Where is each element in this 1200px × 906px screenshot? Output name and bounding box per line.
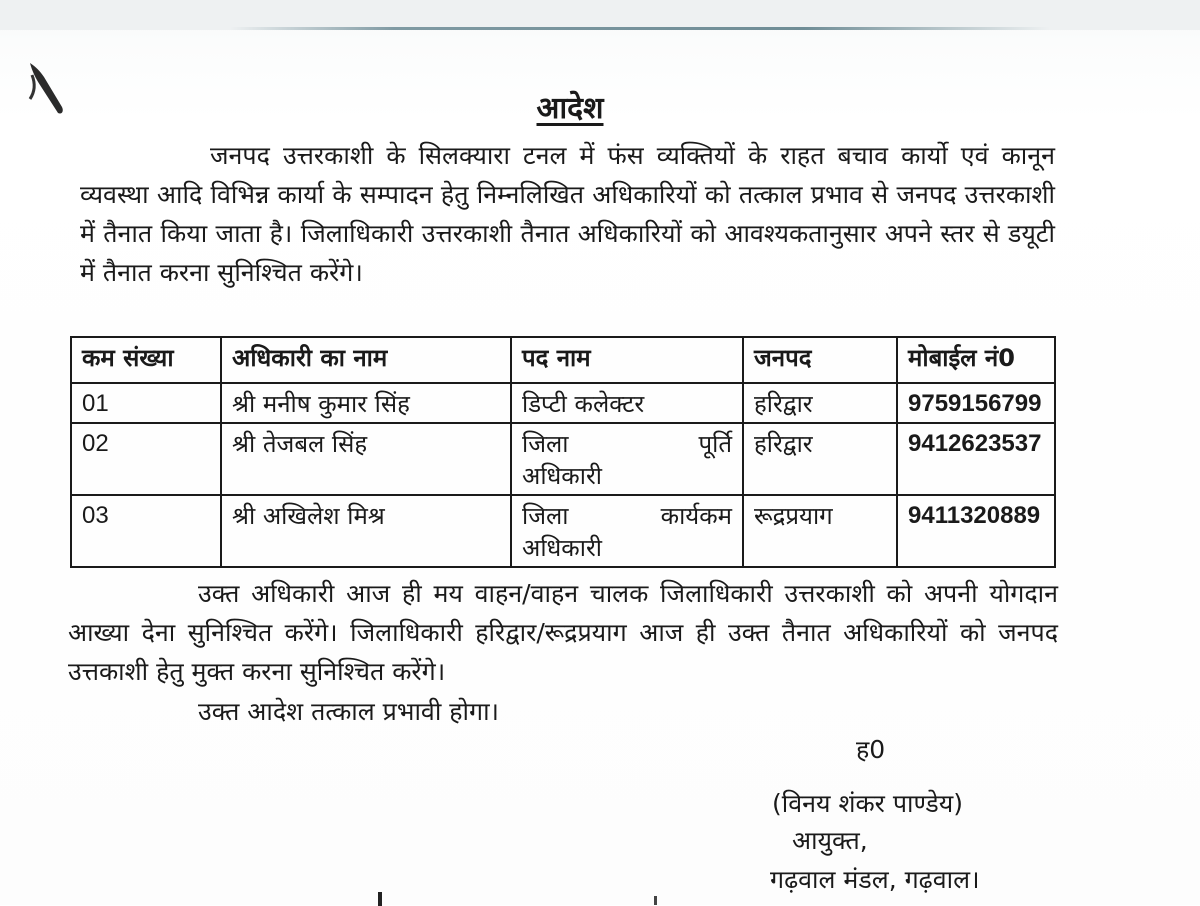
cell-officer-name: श्री अखिलेश मिश्र [221, 495, 511, 567]
cell-post-line1: जिला पूर्ति [522, 430, 732, 458]
table-header-row [71, 337, 1055, 383]
scan-top-edge [0, 0, 1200, 30]
cell-mobile: 9412623537 [897, 423, 1055, 495]
order-paragraph-2: उक्त अधिकारी आज ही मय वाहन/वाहन चालक जिलाधिकारी उत्तरकाशी को अपनी योगदान आख्या देना सुनिश्चित करेंगे। जिलाधिकारी हरिद्वार/रूद्रप्रयाग आज ही उक्त तैनात अधिकारियों को जनपद उत्तकाशी हेतु मुक्त करना सुनिश्चित करेंगे। [68, 579, 1058, 686]
cell-serial: 01 [71, 383, 221, 423]
cell-post-line2: अधिकारी [522, 462, 602, 490]
signatory-name: (विनय शंकर पाण्डेय) [772, 789, 964, 818]
order-paragraph-1: जनपद उत्तरकाशी के सिलक्यारा टनल में फंस व्यक्तियों के राहत बचाव कार्यो एवं कानून व्यवस्था आदि विभिन्न कार्या के सम्पादन हेतु निम्नलिखित अधिकारियों को तत्काल प्रभाव से जनपद उत्तरकाशी में तैनात किया जाता है। जिलाधिकारी उत्तरकाशी तैनात अधिकारियों को आवश्यकतानुसार अपने स्तर से डयूटी में तैनात करना सुनिश्चित करेंगे। [80, 141, 1055, 287]
signatory-role: आयुक्त, [792, 826, 868, 855]
cell-post-line1: जिला कार्यकम [522, 502, 732, 530]
cell-post-line1: डिप्टी कलेक्टर [522, 390, 645, 418]
cell-post [511, 423, 743, 495]
scan-mark [654, 896, 657, 905]
order-paragraph-3: उक्त आदेश तत्काल प्रभावी होगा। [198, 697, 500, 726]
header-district: जनपद [743, 337, 897, 383]
scan-mark [378, 892, 382, 906]
order-title: आदेश [536, 91, 604, 126]
cell-district: हरिद्वार [743, 383, 897, 423]
table-row [71, 495, 1055, 567]
cell-serial: 03 [71, 495, 221, 567]
cell-post [511, 495, 743, 567]
cell-district: हरिद्वार [743, 423, 897, 495]
header-post: पद नाम [511, 337, 743, 383]
cell-post [511, 383, 743, 423]
cell-district: रूद्रप्रयाग [743, 495, 897, 567]
officers-table [70, 336, 1056, 568]
cell-mobile: 9759156799 [897, 383, 1055, 423]
signature-mark: ह0 [856, 735, 886, 764]
header-serial: कम संख्या [71, 337, 221, 383]
cell-mobile: 9411320889 [897, 495, 1055, 567]
signatory-office: गढ़वाल मंडल, गढ़वाल। [770, 865, 980, 894]
cell-officer-name: श्री तेजबल सिंह [221, 423, 511, 495]
cell-post-line2: अधिकारी [522, 534, 602, 562]
header-officer-name: अधिकारी का नाम [221, 337, 511, 383]
table-row [71, 423, 1055, 495]
cell-serial: 02 [71, 423, 221, 495]
table-row [71, 383, 1055, 423]
header-mobile: मोबाईल नं0 [897, 337, 1055, 383]
cell-officer-name: श्री मनीष कुमार सिंह [221, 383, 511, 423]
